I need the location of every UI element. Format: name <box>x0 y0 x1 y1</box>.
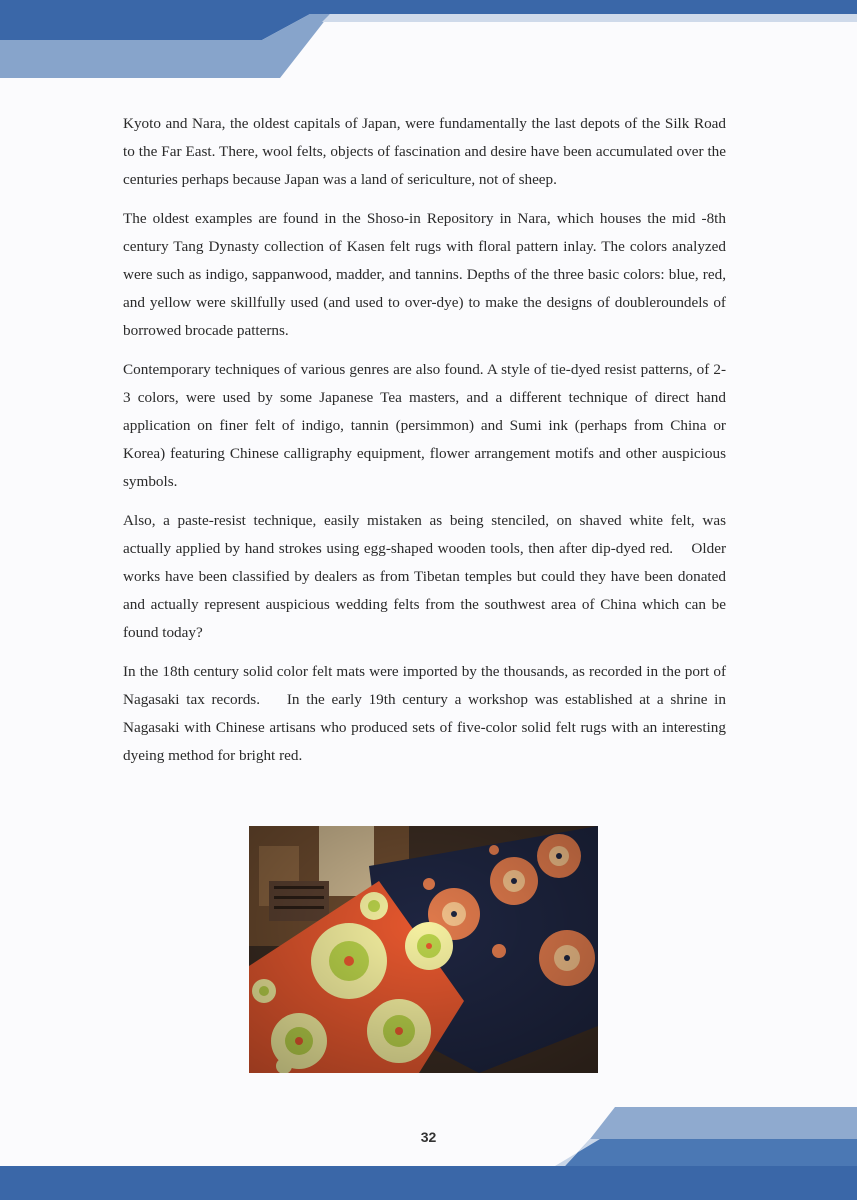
paragraph-4: Also, a paste-resist technique, easily mistaken as being stenciled, on shaved white felt, was actually applied by hand strokes using egg-shaped wooden tools, then after dip-dyed red. Older works have been classified by dealers as from Tibetan temples but could they have been donated and actually represent auspicious wedding felts from the southwest area of China which can be found today? <box>123 511 726 642</box>
felt-rugs-photo <box>249 826 598 1073</box>
header-band <box>0 0 857 110</box>
paragraph-3: Contemporary techniques of various genres are also found. A style of tie-dyed resist patterns, of 2-3 colors, were used by some Japanese Tea masters, and a different technique of direct hand application on finer felt of indigo, tannin (persimmon) and Sumi ink (perhaps from China or Korea) featuring Chinese calligraphy equipment, flower arrangement motifs and other auspicious symbols. <box>123 360 726 491</box>
paragraph-5: In the 18th century solid color felt mats were imported by the thousands, as recorded in the port of Nagasaki tax records. In the early 19th century a workshop was established at a shrine in Nagasaki with Chinese artisans who produced sets of five-color solid felt rugs with an interesting dyeing method for bright red. <box>123 662 726 765</box>
page-number: 32 <box>420 1129 437 1145</box>
paragraph-2: The oldest examples are found in the Shoso-in Repository in Nara, which houses the mid -8th century Tang Dynasty collection of Kasen felt rugs with floral pattern inlay. The colors analyzed were such as indigo, sappanwood, madder, and tannins. Depths of the three basic colors: blue, red, and yellow were skillfully used (and used to over-dye) to make the designs of doubleroundels of borrowed brocade patterns. <box>123 209 726 340</box>
paragraph-1: Kyoto and Nara, the oldest capitals of Japan, were fundamentally the last depots of the Silk Road to the Far East. There, wool felts, objects of fascination and desire have been accumulated over the centuries perhaps because Japan was a land of sericulture, not of sheep. <box>123 115 726 189</box>
article-body <box>123 110 726 780</box>
